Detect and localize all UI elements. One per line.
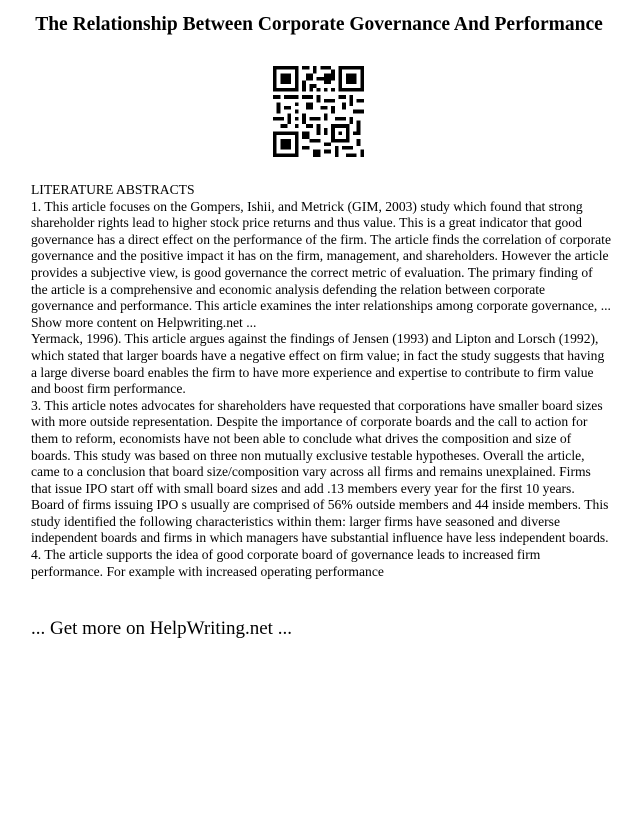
qr-code-icon [273,66,364,157]
abstract-2: Yermack, 1996). This article argues against the findings of Jensen (1993) and Lipton and Lorsch (1992), which stated that larger boards have a negative effect on firm value; in fact the study suggests that having a large diverse board enables the firm to have more experience and expertise to contribute to firm value and boost firm performance. [31,331,605,397]
abstract-3: 3. This article notes advocates for shareholders have requested that corporations have smaller board sizes with more outside representation. Despite the importance of corporate boards and the call to action for them to reform, economists have not been able to conclude what drives the composition and size of boards. This study was based on three non mutually exclusive testable hypotheses. Overall the article, came to a conclusion that board size/composition vary across all firms and remains unexplained. Firms that issue IPO start off with small board sizes and add .13 members every year for the first 10 years. Board of firms issuing IPO s usually are comprised of 56% outside members and 44 inside members. This study identified the following characteristics within them: larger firms have seasoned and diverse independent boards and firms in which managers have substantial influence have less independent boards. [31,397,609,546]
abstract-1: 1. This article focuses on the Gompers, Ishii, and Metrick (GIM, 2003) study which found that strong shareholder rights lead to higher stock price returns and thus value. This is a great indicator that good governance has a direct effect on the performance of the firm. The article finds the correlation of corporate governance and the positive impact it has on the firm, management, and shareholders. However the article provides a subjective view, is good governance the correct metric of evaluation. The primary finding of the article is a comprehensive and economic analysis defending the relation between corporate governance and performance. This article examines the inter relationships among corporate governance, ... Show more content on Helpwriting.net ... [31,198,611,330]
document-title: The Relationship Between Corporate Governance And Performance [35,14,603,35]
get-more-link[interactable]: ... Get more on HelpWriting.net ... [31,618,292,639]
article-body [31,182,611,580]
section-heading: LITERATURE ABSTRACTS [31,182,195,197]
abstract-4: 4. The article supports the idea of good corporate board of governance leads to increased firm performance. For example with increased operating performance [31,547,541,579]
